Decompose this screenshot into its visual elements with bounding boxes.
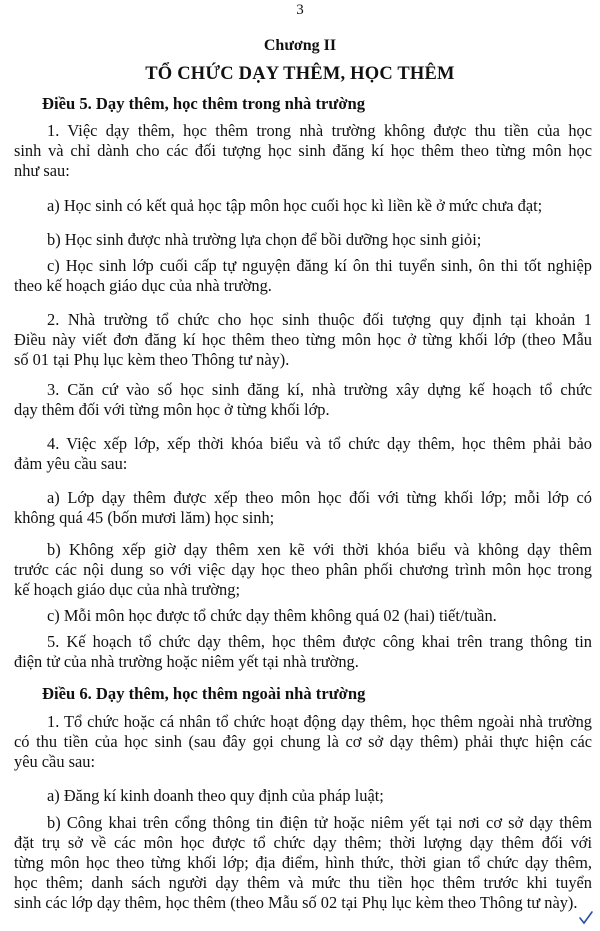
text-line: 1. Việc dạy thêm, học thêm trong nhà trường không được thu tiền của học bbox=[47, 121, 592, 140]
article-5-clause-2 bbox=[14, 310, 592, 370]
chapter-label: Chương II bbox=[263, 37, 337, 54]
text-line: học thêm; danh sách người dạy thêm và mức thu tiền học thêm trước khi tuyển bbox=[14, 873, 592, 892]
text-line: số 01 tại Phụ lục kèm theo Thông tư này). bbox=[14, 350, 290, 369]
text-line: 3. Căn cứ vào số học sinh đăng kí, nhà trường xây dựng kế hoạch tổ chức bbox=[47, 380, 592, 399]
article-5-clause-1-b: b) Học sinh được nhà trường lựa chọn để bồi dưỡng học sinh giỏi; bbox=[47, 230, 482, 249]
article-6-clause-1 bbox=[14, 712, 592, 772]
article-5-heading: Điều 5. Dạy thêm, học thêm trong nhà trường bbox=[42, 94, 366, 113]
text-line: điện tử của nhà trường hoặc niêm yết tại nhà trường. bbox=[14, 652, 359, 671]
text-line: Điều này viết đơn đăng kí học thêm theo từng môn học ở từng khối lớp (theo Mẫu bbox=[14, 330, 592, 349]
article-6-clause-1-b bbox=[14, 813, 592, 913]
article-5-clause-3 bbox=[14, 380, 592, 420]
text-line: b) Công khai trên cổng thông tin điện tử hoặc niêm yết tại nơi cơ sở dạy thêm bbox=[47, 813, 592, 832]
text-line: yêu cầu sau: bbox=[14, 752, 96, 771]
text-line: sinh các lớp dạy thêm, học thêm (theo Mẫu số 02 tại Phụ lục kèm theo Thông tư này). bbox=[14, 893, 578, 912]
text-line: từng môn học theo từng khối lớp; địa điểm, hình thức, thời gian tổ chức dạy thêm, bbox=[14, 853, 592, 872]
text-line: như sau: bbox=[14, 161, 70, 180]
text-line: dạy thêm đối với từng môn học ở từng khối lớp. bbox=[14, 400, 330, 419]
text-line: theo kế hoạch giáo dục của nhà trường. bbox=[14, 276, 272, 295]
article-5-clause-4-a bbox=[14, 488, 592, 528]
article-5-clause-1-a: a) Học sinh có kết quả học tập môn học cuối học kì liền kề ở mức chưa đạt; bbox=[47, 196, 543, 215]
text-line: trước các nội dung so với việc dạy học theo phân phối chương trình môn học trong bbox=[14, 560, 592, 579]
text-line: đặt trụ sở về các môn học được tổ chức dạy thêm; thời lượng dạy thêm đối với bbox=[14, 833, 592, 852]
text-line: có thu tiền của học sinh (sau đây gọi chung là cơ sở dạy thêm) phải thực hiện các bbox=[14, 732, 592, 751]
article-5-clause-5 bbox=[14, 632, 592, 672]
text-line: không quá 45 (bốn mươi lăm) học sinh; bbox=[14, 508, 275, 527]
article-5-clause-1 bbox=[14, 121, 592, 181]
text-line: kế hoạch giáo dục của nhà trường; bbox=[14, 580, 240, 599]
text-line: a) Lớp dạy thêm được xếp theo môn học đối với từng khối lớp; mỗi lớp có bbox=[47, 488, 592, 507]
text-line: 4. Việc xếp lớp, xếp thời khóa biểu và tổ chức dạy thêm, học thêm phải bảo bbox=[47, 434, 592, 453]
article-6-clause-1-a: a) Đăng kí kinh doanh theo quy định của pháp luật; bbox=[47, 786, 384, 805]
text-line: đảm yêu cầu sau: bbox=[14, 454, 128, 473]
chapter-title: TỔ CHỨC DẠY THÊM, HỌC THÊM bbox=[145, 64, 455, 84]
initial-mark-icon bbox=[578, 910, 594, 926]
text-line: sinh và chỉ dành cho các đối tượng học sinh đăng kí học thêm theo từng môn học bbox=[14, 141, 592, 160]
article-5-clause-1-c bbox=[14, 256, 592, 296]
article-5-clause-4-b bbox=[14, 540, 592, 600]
text-line: c) Học sinh lớp cuối cấp tự nguyện đăng kí ôn thi tuyển sinh, ôn thi tốt nghiệp bbox=[47, 256, 592, 275]
text-line: 2. Nhà trường tổ chức cho học sinh thuộc đối tượng quy định tại khoản 1 bbox=[47, 310, 592, 329]
text-line: 1. Tổ chức hoặc cá nhân tổ chức hoạt động dạy thêm, học thêm ngoài nhà trường bbox=[47, 712, 592, 731]
article-5-clause-4 bbox=[14, 434, 592, 474]
page-number: 3 bbox=[296, 2, 304, 18]
article-5-clause-4-c: c) Mỗi môn học được tổ chức dạy thêm không quá 02 (hai) tiết/tuần. bbox=[47, 606, 497, 625]
text-line: 5. Kế hoạch tổ chức dạy thêm, học thêm được công khai trên trang thông tin bbox=[47, 632, 592, 651]
article-6-heading: Điều 6. Dạy thêm, học thêm ngoài nhà trường bbox=[42, 684, 366, 703]
text-line: b) Không xếp giờ dạy thêm xen kẽ với thời khóa biểu và không dạy thêm bbox=[47, 540, 592, 559]
